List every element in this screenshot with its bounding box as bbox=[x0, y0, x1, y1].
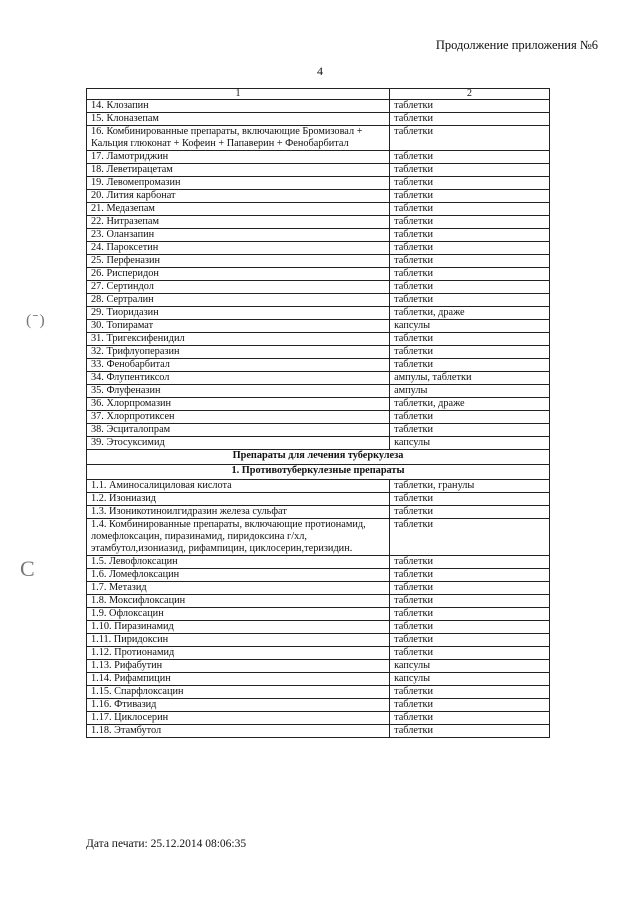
drug-name-cell: 1.18. Этамбутол bbox=[87, 725, 390, 738]
section-title: Препараты для лечения туберкулеза bbox=[87, 450, 550, 465]
dosage-form-cell: таблетки bbox=[390, 268, 550, 281]
drug-name-cell: 1.10. Пиразинамид bbox=[87, 621, 390, 634]
table-row bbox=[87, 346, 550, 359]
subsection-title-row bbox=[87, 465, 550, 480]
drug-name-cell: 37. Хлорпротиксен bbox=[87, 411, 390, 424]
column-number-row bbox=[87, 89, 550, 100]
table-row bbox=[87, 437, 550, 450]
drug-name-cell: 1.13. Рифабутин bbox=[87, 660, 390, 673]
drug-name-cell: 1.11. Пиридоксин bbox=[87, 634, 390, 647]
drug-name-cell: 31. Тригексифенидил bbox=[87, 333, 390, 346]
dosage-form-cell: таблетки bbox=[390, 621, 550, 634]
drug-name-cell: 23. Оланзапин bbox=[87, 229, 390, 242]
dosage-form-cell: таблетки bbox=[390, 177, 550, 190]
table-row bbox=[87, 385, 550, 398]
drug-name-cell: 1.7. Метазид bbox=[87, 582, 390, 595]
drug-name-cell: 16. Комбинированные препараты, включающие Бромизовал + Кальция глюконат + Кофеин + Папаверин + Фенобарбитал bbox=[87, 126, 390, 151]
dosage-form-cell: таблетки bbox=[390, 281, 550, 294]
table-row bbox=[87, 660, 550, 673]
drug-name-cell: 1.1. Аминосалициловая кислота bbox=[87, 480, 390, 493]
drug-name-cell: 32. Трифлуоперазин bbox=[87, 346, 390, 359]
table-row bbox=[87, 712, 550, 725]
table-row bbox=[87, 493, 550, 506]
drug-name-cell: 29. Тиоридазин bbox=[87, 307, 390, 320]
margin-mark-top: (‎ ̄ ) bbox=[26, 312, 45, 329]
dosage-form-cell: таблетки bbox=[390, 634, 550, 647]
dosage-form-cell: таблетки bbox=[390, 424, 550, 437]
table-row bbox=[87, 480, 550, 493]
table-row bbox=[87, 595, 550, 608]
table-row bbox=[87, 699, 550, 712]
dosage-form-cell: таблетки bbox=[390, 151, 550, 164]
dosage-form-cell: ампулы bbox=[390, 385, 550, 398]
table-row bbox=[87, 621, 550, 634]
dosage-form-cell: таблетки bbox=[390, 242, 550, 255]
table-row bbox=[87, 556, 550, 569]
medication-table bbox=[86, 88, 550, 738]
table-row bbox=[87, 634, 550, 647]
drug-name-cell: 19. Левомепромазин bbox=[87, 177, 390, 190]
page-number: 4 bbox=[317, 64, 323, 78]
drug-name-cell: 14. Клозапин bbox=[87, 100, 390, 113]
drug-name-cell: 1.12. Протионамид bbox=[87, 647, 390, 660]
drug-name-cell: 1.5. Левофлоксацин bbox=[87, 556, 390, 569]
drug-name-cell: 35. Флуфеназин bbox=[87, 385, 390, 398]
drug-name-cell: 39. Этосуксимид bbox=[87, 437, 390, 450]
table-row bbox=[87, 294, 550, 307]
dosage-form-cell: таблетки bbox=[390, 164, 550, 177]
drug-name-cell: 1.4. Комбинированные препараты, включающие протионамид, ломефлоксацин, пиразинамид, пиридоксина г/хл, этамбутол,изониазид, рифампицин, циклосерин,теризидин. bbox=[87, 519, 390, 556]
table-row bbox=[87, 268, 550, 281]
dosage-form-cell: капсулы bbox=[390, 673, 550, 686]
dosage-form-cell: таблетки bbox=[390, 100, 550, 113]
dosage-form-cell: таблетки bbox=[390, 569, 550, 582]
dosage-form-cell: капсулы bbox=[390, 437, 550, 450]
drug-name-cell: 1.17. Циклосерин bbox=[87, 712, 390, 725]
dosage-form-cell: таблетки bbox=[390, 229, 550, 242]
table-row bbox=[87, 281, 550, 294]
drug-name-cell: 27. Сертиндол bbox=[87, 281, 390, 294]
dosage-form-cell: таблетки bbox=[390, 595, 550, 608]
table-row bbox=[87, 506, 550, 519]
dosage-form-cell: таблетки, драже bbox=[390, 398, 550, 411]
drug-name-cell: 26. Рисперидон bbox=[87, 268, 390, 281]
table-row bbox=[87, 359, 550, 372]
drug-name-cell: 18. Леветирацетам bbox=[87, 164, 390, 177]
dosage-form-cell: таблетки bbox=[390, 725, 550, 738]
dosage-form-cell: таблетки bbox=[390, 519, 550, 556]
drug-name-cell: 15. Клоназепам bbox=[87, 113, 390, 126]
dosage-form-cell: таблетки bbox=[390, 582, 550, 595]
dosage-form-cell: таблетки, гранулы bbox=[390, 480, 550, 493]
dosage-form-cell: таблетки bbox=[390, 699, 550, 712]
table-row bbox=[87, 203, 550, 216]
column-number-1: 1 bbox=[87, 89, 390, 100]
table-row bbox=[87, 255, 550, 268]
dosage-form-cell: таблетки bbox=[390, 359, 550, 372]
drug-name-cell: 17. Ламотриджин bbox=[87, 151, 390, 164]
drug-name-cell: 34. Флупентиксол bbox=[87, 372, 390, 385]
table-row bbox=[87, 177, 550, 190]
dosage-form-cell: таблетки bbox=[390, 647, 550, 660]
margin-mark-bottom: C bbox=[20, 556, 35, 581]
dosage-form-cell: таблетки bbox=[390, 712, 550, 725]
dosage-form-cell: таблетки bbox=[390, 255, 550, 268]
dosage-form-cell: таблетки bbox=[390, 126, 550, 151]
table-row bbox=[87, 320, 550, 333]
drug-name-cell: 36. Хлорпромазин bbox=[87, 398, 390, 411]
table-row bbox=[87, 242, 550, 255]
dosage-form-cell: таблетки bbox=[390, 686, 550, 699]
dosage-form-cell: таблетки bbox=[390, 493, 550, 506]
section-title-row bbox=[87, 450, 550, 465]
dosage-form-cell: таблетки bbox=[390, 608, 550, 621]
print-date: Дата печати: 25.12.2014 08:06:35 bbox=[86, 838, 247, 850]
table-row bbox=[87, 190, 550, 203]
column-number-2: 2 bbox=[390, 89, 550, 100]
table-row bbox=[87, 126, 550, 151]
dosage-form-cell: таблетки bbox=[390, 294, 550, 307]
table-row bbox=[87, 582, 550, 595]
drug-name-cell: 1.2. Изониазид bbox=[87, 493, 390, 506]
table-row bbox=[87, 647, 550, 660]
table-row bbox=[87, 519, 550, 556]
dosage-form-cell: таблетки bbox=[390, 203, 550, 216]
appendix-continuation-label: Продолжение приложения №6 bbox=[435, 38, 598, 52]
subsection-title: 1. Противотуберкулезные препараты bbox=[87, 465, 550, 480]
drug-name-cell: 1.14. Рифампицин bbox=[87, 673, 390, 686]
table-row bbox=[87, 424, 550, 437]
drug-name-cell: 1.3. Изоникотиноилгидразин железа сульфат bbox=[87, 506, 390, 519]
table-row bbox=[87, 569, 550, 582]
dosage-form-cell: таблетки bbox=[390, 346, 550, 359]
drug-name-cell: 1.15. Спарфлоксацин bbox=[87, 686, 390, 699]
dosage-form-cell: капсулы bbox=[390, 660, 550, 673]
table-row bbox=[87, 307, 550, 320]
dosage-form-cell: таблетки, драже bbox=[390, 307, 550, 320]
dosage-form-cell: таблетки bbox=[390, 506, 550, 519]
dosage-form-cell: ампулы, таблетки bbox=[390, 372, 550, 385]
drug-name-cell: 25. Перфеназин bbox=[87, 255, 390, 268]
table-row bbox=[87, 216, 550, 229]
dosage-form-cell: капсулы bbox=[390, 320, 550, 333]
table-row bbox=[87, 398, 550, 411]
dosage-form-cell: таблетки bbox=[390, 216, 550, 229]
drug-name-cell: 1.16. Фтивазид bbox=[87, 699, 390, 712]
drug-name-cell: 1.9. Офлоксацин bbox=[87, 608, 390, 621]
table-row bbox=[87, 686, 550, 699]
table-row bbox=[87, 229, 550, 242]
drug-name-cell: 1.6. Ломефлоксацин bbox=[87, 569, 390, 582]
table-row bbox=[87, 725, 550, 738]
dosage-form-cell: таблетки bbox=[390, 333, 550, 346]
drug-name-cell: 20. Лития карбонат bbox=[87, 190, 390, 203]
drug-name-cell: 28. Сертралин bbox=[87, 294, 390, 307]
table-row bbox=[87, 608, 550, 621]
table-row bbox=[87, 151, 550, 164]
drug-name-cell: 22. Нитразепам bbox=[87, 216, 390, 229]
drug-name-cell: 24. Пароксетин bbox=[87, 242, 390, 255]
table-row bbox=[87, 673, 550, 686]
table-row bbox=[87, 113, 550, 126]
table-row bbox=[87, 100, 550, 113]
drug-name-cell: 21. Медазепам bbox=[87, 203, 390, 216]
dosage-form-cell: таблетки bbox=[390, 556, 550, 569]
dosage-form-cell: таблетки bbox=[390, 113, 550, 126]
drug-name-cell: 38. Эсциталопрам bbox=[87, 424, 390, 437]
drug-name-cell: 1.8. Моксифлоксацин bbox=[87, 595, 390, 608]
dosage-form-cell: таблетки bbox=[390, 411, 550, 424]
drug-name-cell: 33. Фенобарбитал bbox=[87, 359, 390, 372]
table-row bbox=[87, 411, 550, 424]
drug-name-cell: 30. Топирамат bbox=[87, 320, 390, 333]
dosage-form-cell: таблетки bbox=[390, 190, 550, 203]
table-row bbox=[87, 372, 550, 385]
table-row bbox=[87, 164, 550, 177]
table-row bbox=[87, 333, 550, 346]
